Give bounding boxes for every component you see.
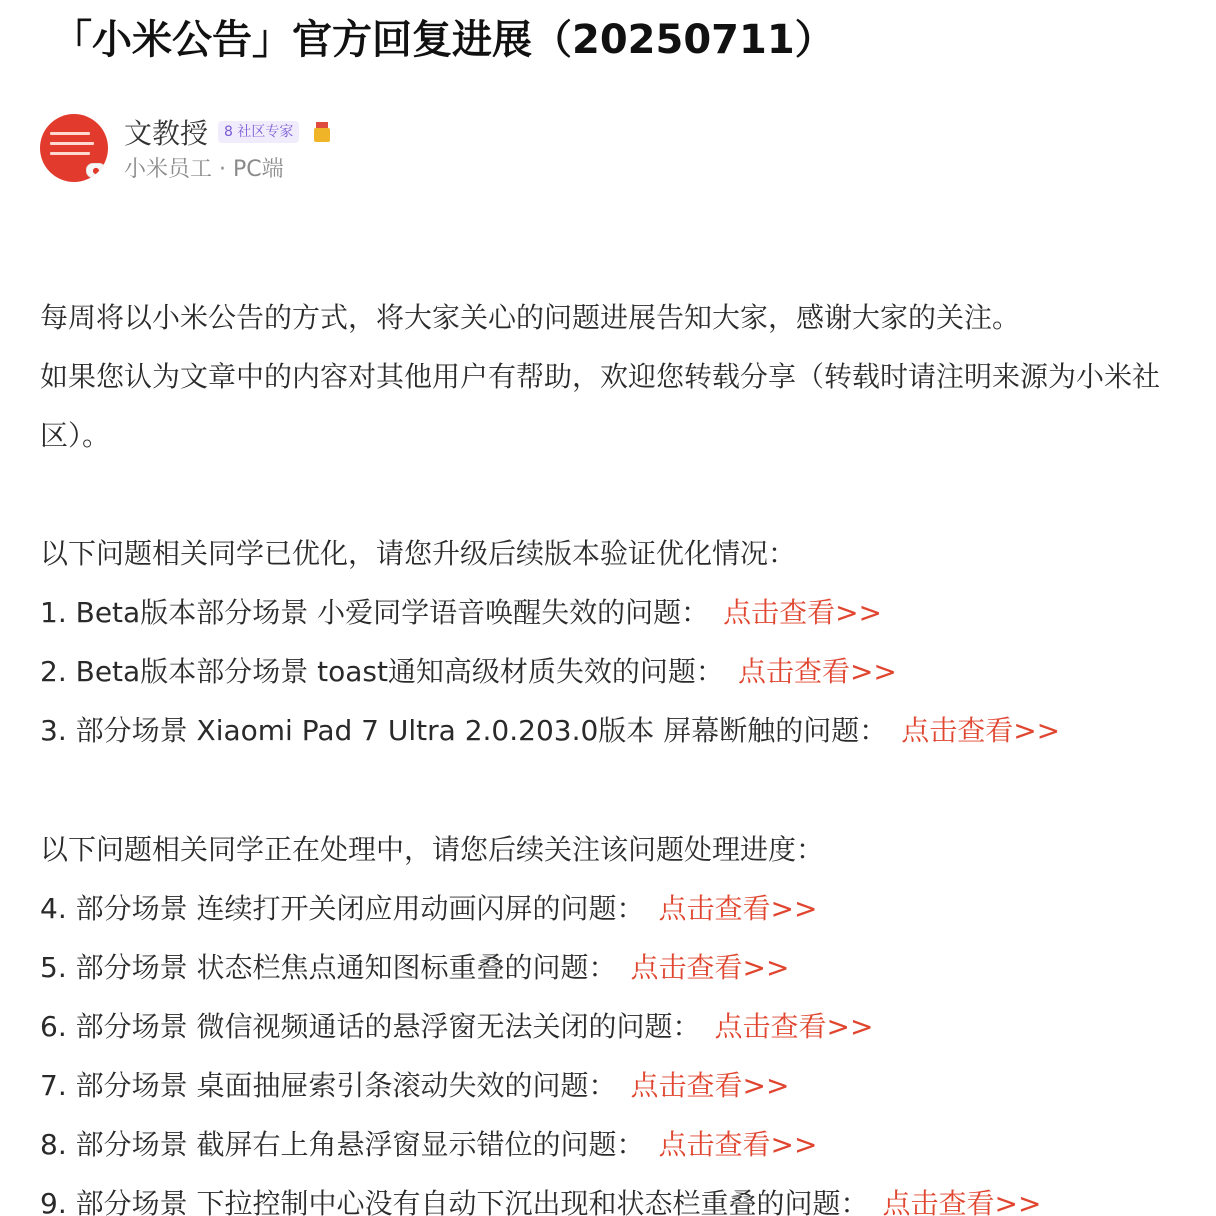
list-item-text: 7. 部分场景 桌面抽屉索引条滚动失效的问题： — [40, 1069, 617, 1102]
list-item-text: 4. 部分场景 连续打开关闭应用动画闪屏的问题： — [40, 892, 645, 925]
list-item-text: 2. Beta版本部分场景 toast通知高级材质失效的问题： — [40, 655, 724, 688]
page-title: 「小米公告」官方回复进展（20250711） — [52, 17, 835, 63]
list-item-text: 6. 部分场景 微信视频通话的悬浮窗无法关闭的问题： — [40, 1010, 701, 1043]
intro-line-3: 区）。 — [40, 419, 111, 452]
view-link[interactable]: 点击查看>> — [882, 1187, 1042, 1216]
view-link[interactable]: 点击查看>> — [901, 714, 1061, 747]
list-item — [40, 593, 882, 633]
list-item-text: 3. 部分场景 Xiaomi Pad 7 Ultra 2.0.203.0版本 屏幕断触的问题： — [40, 714, 888, 747]
list-item — [40, 889, 817, 929]
view-link[interactable]: 点击查看>> — [630, 951, 790, 984]
author-info — [124, 114, 331, 183]
view-link[interactable]: 点击查看>> — [630, 1069, 790, 1102]
section-processing-heading: 以下问题相关同学正在处理中，请您后续关注该问题处理进度： — [40, 833, 825, 866]
view-link[interactable]: 点击查看>> — [737, 655, 897, 688]
view-link[interactable]: 点击查看>> — [714, 1010, 874, 1043]
list-item-text: 1. Beta版本部分场景 小爱同学语音唤醒失效的问题： — [40, 596, 710, 629]
list-item — [40, 1184, 1041, 1216]
list-item — [40, 1007, 873, 1047]
intro-line-2: 如果您认为文章中的内容对其他用户有帮助，欢迎您转载分享（转载时请注明来源为小米社 — [40, 360, 1161, 393]
view-link[interactable]: 点击查看>> — [658, 892, 818, 925]
list-item — [40, 1125, 817, 1165]
author-meta: 小米员工 · PC端 — [124, 156, 284, 182]
list-item-text: 5. 部分场景 状态栏焦点通知图标重叠的问题： — [40, 951, 617, 984]
list-item — [40, 948, 789, 988]
view-link[interactable]: 点击查看>> — [723, 596, 883, 629]
view-link[interactable]: 点击查看>> — [658, 1128, 818, 1161]
list-item — [40, 711, 1060, 751]
avatar-badge-icon: ● — [86, 163, 106, 178]
medal-icon — [313, 122, 331, 142]
list-item — [40, 652, 897, 692]
section-optimized-heading: 以下问题相关同学已优化，请您升级后续版本验证优化情况： — [40, 537, 797, 570]
list-item-text: 9. 部分场景 下拉控制中心没有自动下沉出现和状态栏重叠的问题： — [40, 1187, 869, 1216]
author-name[interactable]: 文教授 — [124, 116, 209, 150]
avatar-text-line — [50, 132, 90, 135]
author-row — [124, 114, 331, 150]
list-item-text: 8. 部分场景 截屏右上角悬浮窗显示错位的问题： — [40, 1128, 645, 1161]
expert-badge: 8 社区专家 — [218, 121, 299, 143]
avatar-text-line — [50, 152, 90, 155]
avatar-text-line — [50, 142, 94, 145]
intro-line-1: 每周将以小米公告的方式，将大家关心的问题进展告知大家，感谢大家的关注。 — [40, 301, 1021, 334]
author-header — [40, 112, 331, 184]
avatar[interactable] — [40, 114, 108, 182]
list-item — [40, 1066, 789, 1106]
